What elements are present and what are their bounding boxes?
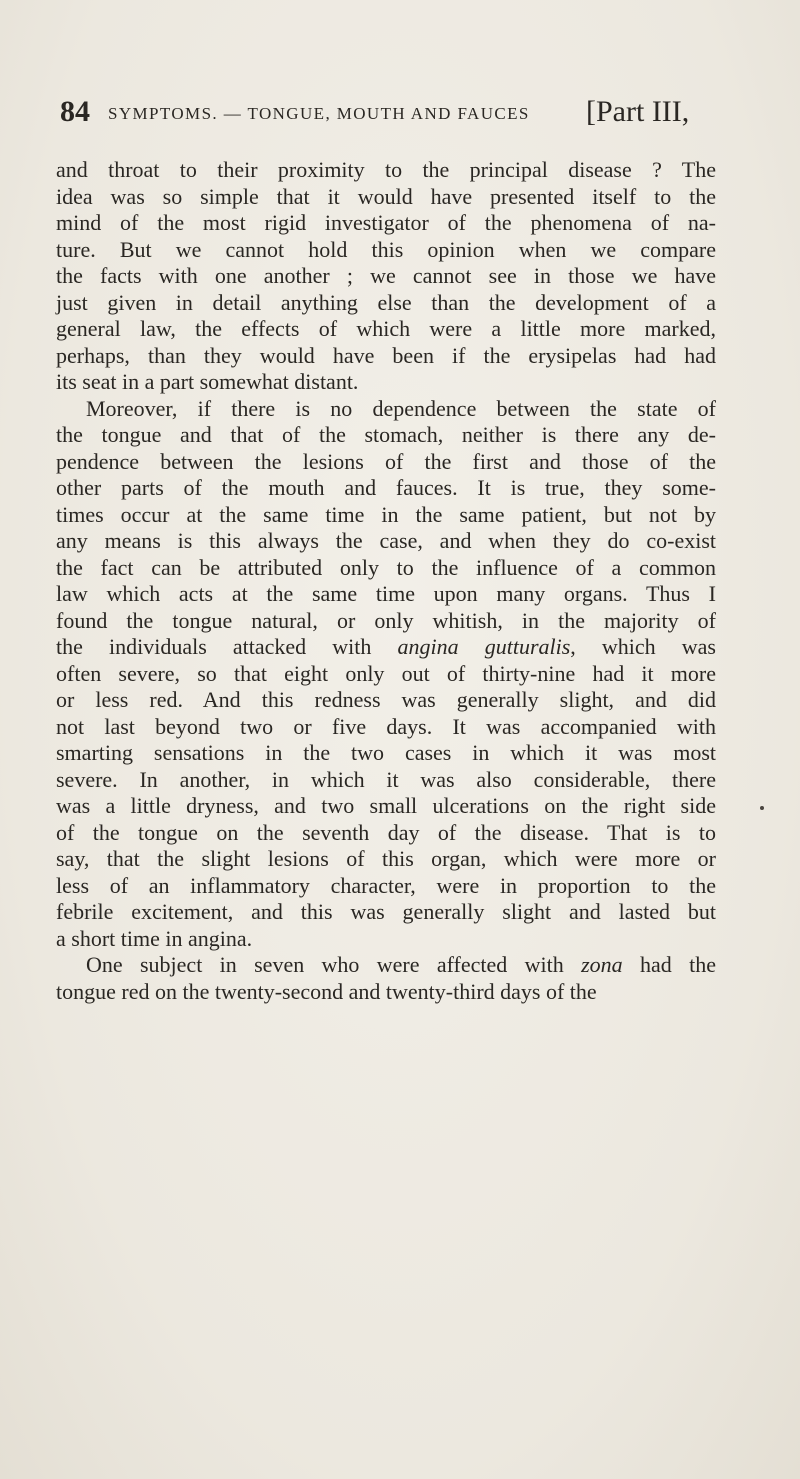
text-line: the facts with one another ; we cannot see in those we have (56, 263, 716, 288)
text-line: ture. But we cannot hold this opinion when we compare (56, 236, 716, 262)
running-head: SYMPTOMS. — TONGUE, MOUTH AND FAUCES (108, 104, 530, 123)
italic-term: angina gutturalis (397, 634, 571, 659)
text-line: less of an inflammatory character, were in proportion to the (56, 872, 716, 898)
body-text (56, 157, 716, 1005)
text-line: and throat to their proximity to the principal disease ? The (56, 157, 716, 182)
text-line: often severe, so that eight only out of thirty-nine had it more (56, 660, 716, 686)
text-line: any means is this always the case, and when they do co-exist (56, 528, 716, 553)
text-line: just given in detail anything else than the development of a (56, 289, 716, 315)
text-line: law which acts at the same time upon many organs. Thus I (56, 581, 716, 606)
text-line: smarting sensations in the two cases in which it was most (56, 740, 716, 765)
print-speck (760, 806, 764, 810)
text-line: times occur at the same time in the same patient, but not by (56, 501, 716, 527)
text-line: not last beyond two or five days. It was accompanied with (56, 713, 716, 739)
text-line: pendence between the lesions of the first and those of the (56, 448, 716, 474)
text-line: a short time in angina. (56, 925, 253, 951)
text-line: of the tongue on the seventh day of the disease. That is to (56, 819, 716, 845)
text-line: perhaps, than they would have been if the erysipelas had had (56, 342, 716, 368)
text-line: idea was so simple that it would have presented itself to the (56, 183, 716, 209)
page-header (60, 92, 720, 132)
text-line: its seat in a part somewhat distant. (56, 369, 359, 394)
text-line: severe. In another, in which it was also considerable, there (56, 766, 716, 792)
paragraph (56, 396, 716, 953)
text-line: or less red. And this redness was generally slight, and did (56, 687, 716, 712)
page-number: 84 (60, 95, 90, 128)
text-line: general law, the effects of which were a little more marked, (56, 316, 716, 341)
text-line: other parts of the mouth and fauces. It is true, they some- (56, 475, 716, 500)
part-label: [Part III, (586, 95, 690, 128)
text-line: the fact can be attributed only to the influence of a common (56, 554, 716, 580)
paragraph (56, 157, 716, 396)
text-line: the tongue and that of the stomach, neither is there any de- (56, 422, 716, 447)
text-line: Moreover, if there is no dependence between the state of (86, 395, 716, 421)
italic-term: zona (581, 952, 623, 977)
paragraph (56, 952, 716, 1005)
text-line: tongue red on the twenty-second and twenty-third days of the (56, 978, 597, 1004)
text-line: the individuals attacked with angina gutturalis, which was (56, 634, 716, 659)
text-line: febrile excitement, and this was generally slight and lasted but (56, 899, 716, 924)
text-line: found the tongue natural, or only whitish, in the majority of (56, 607, 716, 633)
text-line: One subject in seven who were affected with zona had the (86, 952, 716, 977)
text-line: mind of the most rigid investigator of the phenomena of na- (56, 210, 716, 235)
text-line: say, that the slight lesions of this organ, which were more or (56, 846, 716, 871)
text-line: was a little dryness, and two small ulcerations on the right side (56, 793, 716, 818)
